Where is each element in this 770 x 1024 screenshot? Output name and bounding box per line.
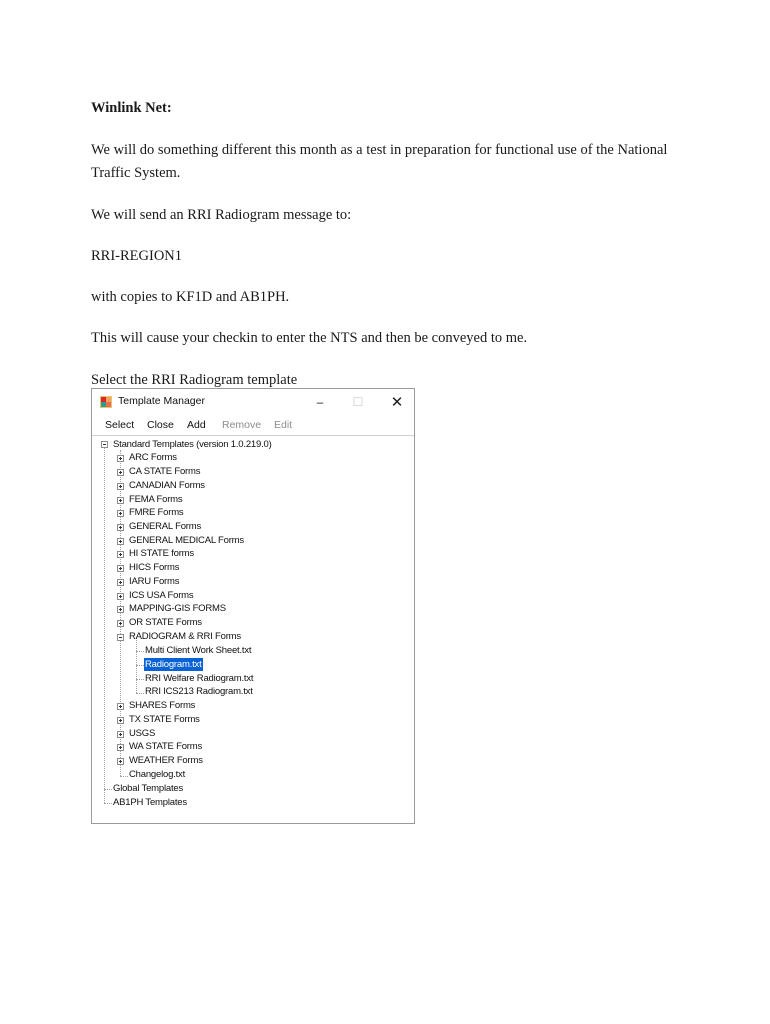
paragraph-intro: We will do something different this month as a test in preparation for functional use of the National Traffic System. (91, 142, 668, 181)
menu-edit[interactable]: Edit (274, 419, 293, 431)
collapse-icon[interactable] (117, 634, 124, 641)
menu-add[interactable]: Add (187, 419, 206, 431)
expand-icon[interactable] (117, 524, 124, 531)
paragraph-nts: This will cause your checkin to enter the NTS and then be conveyed to me. (91, 330, 528, 346)
tree-folder[interactable]: CANADIAN Forms (129, 480, 205, 491)
tree-folder[interactable]: WA STATE Forms (129, 741, 203, 752)
tree-root-standard[interactable]: Standard Templates (version 1.0.219.0) (113, 439, 272, 450)
expand-icon[interactable] (117, 469, 124, 476)
menu-remove[interactable]: Remove (222, 419, 262, 431)
expand-icon[interactable] (117, 483, 124, 490)
expand-icon[interactable] (117, 703, 124, 710)
document-heading: Winlink Net: (91, 100, 172, 116)
menu-select[interactable]: Select (105, 419, 135, 431)
expand-icon[interactable] (117, 731, 124, 738)
tree-branch (104, 803, 112, 804)
tree-root-global[interactable]: Global Templates (113, 783, 184, 794)
tree-branch (136, 665, 144, 666)
tree-folder[interactable]: CA STATE Forms (129, 466, 201, 477)
expand-icon[interactable] (117, 717, 124, 724)
tree-folder[interactable]: FMRE Forms (129, 507, 184, 518)
menu-bar (92, 416, 414, 434)
tree-folder[interactable]: TX STATE Forms (129, 714, 200, 725)
tree-line-root (104, 445, 105, 803)
tree-folder[interactable]: MAPPING-GIS FORMS (129, 603, 226, 614)
tree-root-ab1ph[interactable]: AB1PH Templates (113, 797, 187, 808)
template-tree (92, 435, 414, 823)
tree-folder[interactable]: ICS USA Forms (129, 590, 194, 601)
tree-file-selected[interactable]: Radiogram.txt (145, 659, 202, 670)
paragraph-select: Select the RRI Radiogram template (91, 372, 298, 388)
template-manager-window (91, 388, 415, 824)
tree-folder[interactable]: ARC Forms (129, 452, 177, 463)
tree-folder[interactable]: HI STATE forms (129, 548, 194, 559)
tree-file[interactable]: Multi Client Work Sheet.txt (145, 645, 252, 656)
close-icon[interactable]: ✕ (390, 394, 404, 411)
tree-file[interactable]: RRI ICS213 Radiogram.txt (145, 686, 253, 697)
tree-folder[interactable]: GENERAL MEDICAL Forms (129, 535, 244, 546)
tree-folder[interactable]: OR STATE Forms (129, 617, 202, 628)
tree-branch (136, 651, 144, 652)
expand-icon[interactable] (117, 593, 124, 600)
tree-branch (120, 776, 128, 777)
paragraph-send-to: We will send an RRI Radiogram message to: (91, 207, 352, 223)
expand-icon[interactable] (117, 455, 124, 462)
expand-icon[interactable] (117, 510, 124, 517)
paragraph-copies: with copies to KF1D and AB1PH. (91, 289, 290, 305)
expand-icon[interactable] (117, 758, 124, 765)
tree-folder[interactable]: WEATHER Forms (129, 755, 203, 766)
minimize-icon[interactable]: – (316, 395, 324, 409)
tree-folder[interactable]: SHARES Forms (129, 700, 196, 711)
tree-folder[interactable]: GENERAL Forms (129, 521, 202, 532)
tree-branch (136, 693, 144, 694)
menu-close[interactable]: Close (147, 419, 174, 431)
tree-folder[interactable]: USGS (129, 728, 156, 739)
tree-folder[interactable]: FEMA Forms (129, 494, 183, 505)
maximize-icon[interactable]: ☐ (352, 395, 364, 409)
tree-folder[interactable]: HICS Forms (129, 562, 180, 573)
tree-file-changelog[interactable]: Changelog.txt (129, 769, 186, 780)
expand-icon[interactable] (117, 551, 124, 558)
tree-file[interactable]: RRI Welfare Radiogram.txt (145, 673, 254, 684)
expand-icon[interactable] (117, 744, 124, 751)
app-icon (100, 396, 112, 408)
tree-folder-radiogram[interactable]: RADIOGRAM & RRI Forms (129, 631, 241, 642)
expand-icon[interactable] (117, 620, 124, 627)
tree-branch (104, 789, 112, 790)
paragraph-recipient: RRI-REGION1 (91, 248, 183, 264)
tree-branch (136, 679, 144, 680)
title-bar (92, 389, 414, 415)
tree-folder[interactable]: IARU Forms (129, 576, 180, 587)
window-title: Template Manager (118, 395, 205, 407)
expand-icon[interactable] (117, 579, 124, 586)
collapse-icon[interactable] (101, 441, 108, 448)
expand-icon[interactable] (117, 565, 124, 572)
expand-icon[interactable] (117, 606, 124, 613)
expand-icon[interactable] (117, 497, 124, 504)
expand-icon[interactable] (117, 538, 124, 545)
